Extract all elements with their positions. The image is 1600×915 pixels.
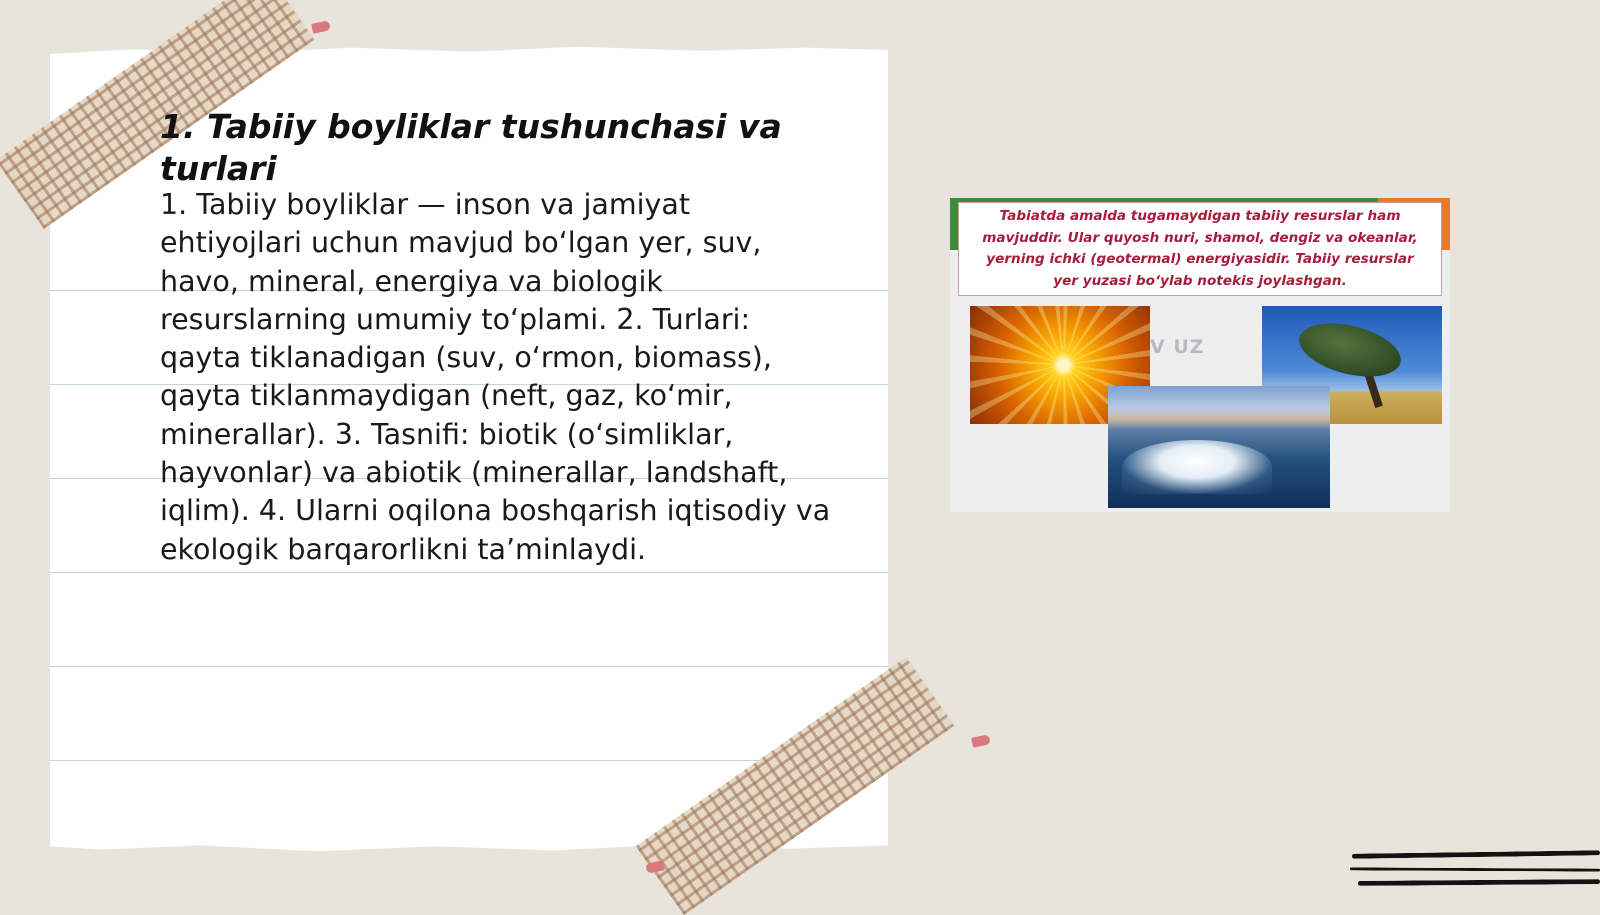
tape-nub <box>311 20 331 34</box>
slide-heading: 1. Tabiiy boyliklar tushunchasi va turlari <box>160 107 782 188</box>
sea-waves-photo <box>1108 386 1330 508</box>
wave-crest <box>1122 440 1272 494</box>
slide-body-text: 1. Tabiiy boyliklar — inson va jamiyat ehtiyojlari uchun mavjud bo‘lgan yer, suv, havo, mineral, energiya va biologik resurslarning umumiy to‘plami. 2. Turlari: qayta tiklanadigan (suv, o‘rmon, biomass), qayta tiklanmaydigan (neft, gaz, ko‘mir, minerallar). 3. Tasnifi: biotik (o‘simliklar, hayvonlar) va abiotik (minerallar, landshaft, iqlim). 4. Ularni oqilona boshqarish iqtisodiy va ekologik barqarorlikni ta’minlaydi. <box>160 188 831 566</box>
picture-caption-box <box>958 202 1442 296</box>
paper-rule-line <box>50 666 888 667</box>
brush-stroke <box>1352 850 1600 858</box>
paper-rule-line <box>50 572 888 573</box>
natural-resources-picture <box>950 198 1450 512</box>
tree-crown <box>1294 314 1407 386</box>
brush-stroke <box>1350 867 1600 871</box>
brush-stroke <box>1358 879 1600 886</box>
picture-caption: Tabiatda amalda tugamaydigan tabiiy resurslar ham mavjuddir. Ular quyosh nuri, shamol, dengiz va okeanlar, yerning ichki (geotermal) energiyasidir. Tabiiy resurslar yer yuzasi bo‘ylab notekis joylashgan. <box>982 208 1418 289</box>
tape-nub <box>971 734 991 748</box>
picture-watermark: V UZ <box>1150 336 1205 358</box>
